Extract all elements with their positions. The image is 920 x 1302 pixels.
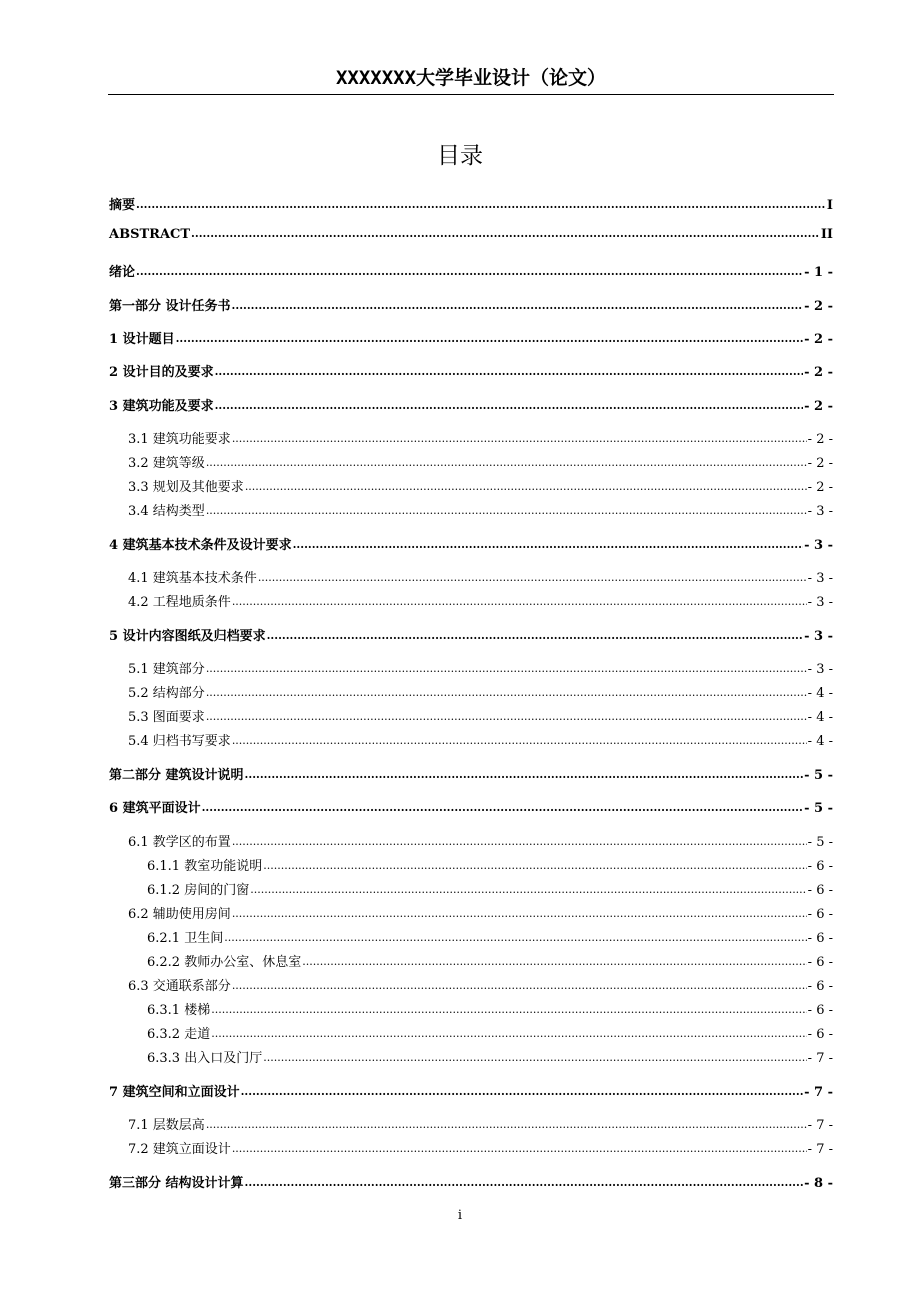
toc-entry[interactable]: [109, 764, 833, 783]
toc-leader-dots: [206, 456, 807, 469]
toc-entry-page: I: [826, 198, 833, 213]
toc-leader-dots: [202, 801, 804, 814]
toc-entry-label: 7 建筑空间和立面设计: [109, 1085, 240, 1100]
toc-leader-dots: [136, 198, 826, 211]
toc-leader-dots: [258, 571, 807, 584]
toc-entry-page: - 6 -: [807, 883, 833, 898]
toc-entry[interactable]: [109, 625, 833, 644]
toc-leader-dots: [302, 955, 806, 968]
toc-leader-dots: [206, 662, 807, 675]
toc-leader-dots: [232, 432, 807, 445]
toc-entry[interactable]: [147, 927, 833, 946]
toc-entry-label: 6.2.2 教师办公室、休息室: [147, 955, 302, 970]
toc-entry-label: 6.3.3 出入口及门厅: [147, 1051, 263, 1066]
toc-entry[interactable]: [147, 1047, 833, 1066]
toc-entry[interactable]: [109, 797, 833, 816]
toc-entry[interactable]: [109, 261, 833, 280]
toc-leader-dots: [293, 538, 804, 551]
toc-entry-page: - 2 -: [804, 399, 833, 414]
toc-entry-page: - 7 -: [807, 1142, 833, 1157]
toc-leader-dots: [211, 1003, 806, 1016]
toc-entry-page: - 4 -: [807, 686, 833, 701]
toc-entry-page: - 3 -: [807, 571, 833, 586]
toc-leader-dots: [232, 734, 807, 747]
toc-entry-label: 5.3 图面要求: [128, 710, 205, 725]
toc-leader-dots: [206, 710, 807, 723]
toc-entry-label: 4 建筑基本技术条件及设计要求: [109, 538, 292, 553]
toc-leader-dots: [267, 629, 804, 642]
toc-entry-page: - 2 -: [807, 456, 833, 471]
toc-leader-dots: [176, 332, 804, 345]
toc-entry-label: 2 设计目的及要求: [109, 365, 214, 380]
toc-entry[interactable]: [109, 395, 833, 414]
toc-entry-page: - 7 -: [807, 1118, 833, 1133]
toc-entry-page: - 2 -: [807, 480, 833, 495]
toc-leader-dots: [206, 686, 807, 699]
toc-entry-page: - 2 -: [807, 432, 833, 447]
toc-leader-dots: [232, 835, 807, 848]
toc-leader-dots: [224, 931, 806, 944]
toc-entry[interactable]: [128, 452, 833, 471]
toc-entry[interactable]: [109, 227, 833, 242]
toc-entry-page: - 7 -: [807, 1051, 833, 1066]
toc-entry-label: 5.2 结构部分: [128, 686, 205, 701]
toc-leader-dots: [241, 1085, 804, 1098]
toc-entry-label: 3.3 规划及其他要求: [128, 480, 244, 495]
toc-entry[interactable]: [128, 428, 833, 447]
toc-entry-page: - 6 -: [807, 859, 833, 874]
toc-leader-dots: [263, 859, 806, 872]
toc-leader-dots: [136, 265, 803, 278]
toc-entry-label: 6 建筑平面设计: [109, 801, 201, 816]
toc-leader-dots: [232, 299, 804, 312]
toc-entry[interactable]: [128, 591, 833, 610]
toc-entry-page: - 6 -: [807, 955, 833, 970]
toc-entry[interactable]: [128, 903, 833, 922]
toc-title: 目录: [437, 143, 483, 169]
toc-entry[interactable]: [109, 194, 833, 213]
toc-entry-label: 第二部分 建筑设计说明: [109, 768, 244, 783]
toc-entry-page: - 6 -: [807, 907, 833, 922]
toc-entry-label: 1 设计题目: [109, 332, 175, 347]
toc-entry-label: 7.2 建筑立面设计: [128, 1142, 231, 1157]
toc-leader-dots: [215, 365, 804, 378]
toc-entry-label: 6.1 教学区的布置: [128, 835, 231, 850]
toc-leader-dots: [206, 1118, 807, 1131]
toc-entry[interactable]: [147, 855, 833, 874]
toc-leader-dots: [250, 883, 806, 896]
toc-entry[interactable]: [109, 534, 833, 553]
toc-entry[interactable]: [128, 1114, 833, 1133]
toc-entry-label: 6.2.1 卫生间: [147, 931, 224, 946]
toc-entry[interactable]: [109, 361, 833, 380]
toc-entry-page: - 4 -: [807, 710, 833, 725]
toc-entry-page: - 6 -: [807, 1027, 833, 1042]
toc-leader-dots: [211, 1027, 806, 1040]
toc-entry-label: 3.4 结构类型: [128, 504, 205, 519]
toc-entry-label: 6.2 辅助使用房间: [128, 907, 231, 922]
toc-entry[interactable]: [128, 706, 833, 725]
toc-entry[interactable]: [128, 1138, 833, 1157]
toc-entry[interactable]: [128, 975, 833, 994]
toc-leader-dots: [263, 1051, 806, 1064]
toc-entry-label: 3.1 建筑功能要求: [128, 432, 231, 447]
toc-entry-page: - 3 -: [804, 629, 833, 644]
toc-entry-page: II: [820, 227, 833, 242]
toc-entry-label: 4.2 工程地质条件: [128, 595, 231, 610]
toc-entry[interactable]: [109, 295, 833, 314]
toc-leader-dots: [245, 480, 807, 493]
page-number: i: [457, 1208, 463, 1223]
toc-entry-label: 5 设计内容图纸及归档要求: [109, 629, 266, 644]
toc-entry-label: 6.3.1 楼梯: [147, 1003, 211, 1018]
toc-entry[interactable]: [147, 1023, 833, 1042]
toc-entry-page: - 2 -: [804, 299, 833, 314]
toc-entry-label: 第一部分 设计任务书: [109, 299, 231, 314]
toc-entry-page: - 8 -: [804, 1176, 833, 1191]
toc-entry-label: 7.1 层数层高: [128, 1118, 205, 1133]
toc-entry[interactable]: [128, 500, 833, 519]
toc-entry-page: - 3 -: [807, 595, 833, 610]
toc-entry-page: - 5 -: [807, 835, 833, 850]
toc-entry[interactable]: [128, 658, 833, 677]
toc-entry[interactable]: [128, 567, 833, 586]
toc-entry-page: - 4 -: [807, 734, 833, 749]
toc-entry-page: - 2 -: [804, 365, 833, 380]
toc-entry-label: 3 建筑功能及要求: [109, 399, 214, 414]
toc-entry-page: - 6 -: [807, 1003, 833, 1018]
toc-entry-label: 摘要: [109, 198, 136, 213]
toc-entry-page: - 5 -: [804, 801, 833, 816]
toc-entry-label: 6.3 交通联系部分: [128, 979, 231, 994]
toc-entry-page: - 1 -: [804, 265, 833, 280]
toc-entry[interactable]: [128, 831, 833, 850]
toc-leader-dots: [245, 1176, 804, 1189]
toc-entry-label: 3.2 建筑等级: [128, 456, 205, 471]
toc-leader-dots: [232, 1142, 807, 1155]
toc-entry-label: ABSTRACT: [109, 227, 191, 242]
page-header: XXXXXXX大学毕业设计（论文）: [108, 62, 834, 95]
toc-entry-label: 5.1 建筑部分: [128, 662, 205, 677]
toc-leader-dots: [191, 227, 820, 240]
toc-entry-label: 6.1.1 教室功能说明: [147, 859, 263, 874]
toc-entry[interactable]: [109, 1081, 833, 1100]
toc-entry-label: 第三部分 结构设计计算: [109, 1176, 244, 1191]
toc-leader-dots: [232, 595, 807, 608]
toc-entry[interactable]: [147, 999, 833, 1018]
toc-entry-page: - 5 -: [804, 768, 833, 783]
toc-leader-dots: [232, 907, 807, 920]
toc-entry-label: 6.3.2 走道: [147, 1027, 211, 1042]
toc-entry-page: - 3 -: [804, 538, 833, 553]
toc-leader-dots: [232, 979, 807, 992]
toc-entry[interactable]: [128, 682, 833, 701]
toc-entry-page: - 3 -: [807, 662, 833, 677]
toc-entry-label: 5.4 归档书写要求: [128, 734, 231, 749]
toc-entry[interactable]: [147, 951, 833, 970]
toc-entry-label: 6.1.2 房间的门窗: [147, 883, 250, 898]
toc-entry-page: - 2 -: [804, 332, 833, 347]
toc-entry[interactable]: [109, 1172, 833, 1191]
toc-entry[interactable]: [128, 730, 833, 749]
toc-entry-label: 绪论: [109, 265, 136, 280]
toc-entry[interactable]: [109, 328, 833, 347]
toc-entry-page: - 3 -: [807, 504, 833, 519]
toc-leader-dots: [245, 768, 804, 781]
toc-entry[interactable]: [147, 879, 833, 898]
toc-entry-page: - 6 -: [807, 979, 833, 994]
toc-leader-dots: [215, 399, 804, 412]
toc-leader-dots: [206, 504, 807, 517]
toc-entry[interactable]: [128, 476, 833, 495]
toc-entry-page: - 6 -: [807, 931, 833, 946]
toc-entry-label: 4.1 建筑基本技术条件: [128, 571, 257, 586]
toc-entry-page: - 7 -: [804, 1085, 833, 1100]
